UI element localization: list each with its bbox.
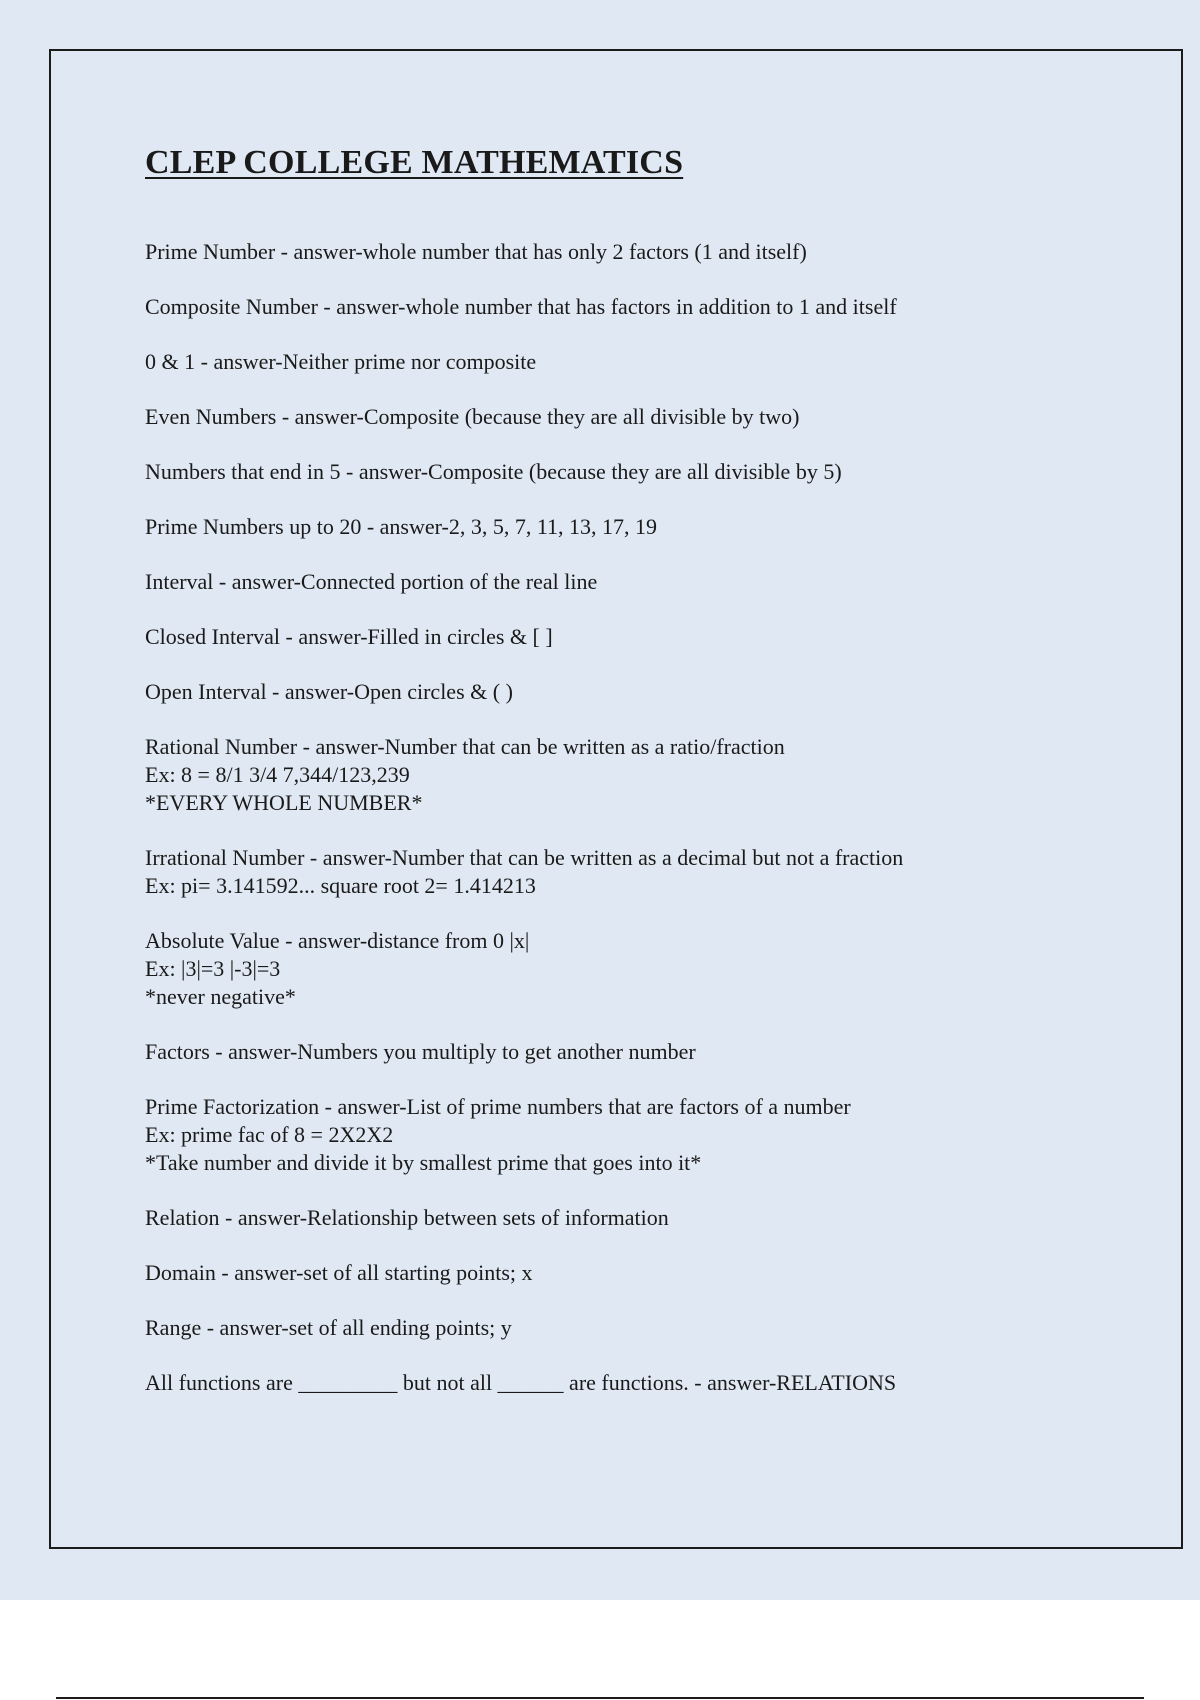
term-entry — [145, 513, 1105, 541]
term-definition: Domain - answer-set of all starting points; x — [145, 1259, 533, 1285]
document-body — [145, 143, 1105, 1424]
term-note: Ex: 8 = 8/1 3/4 7,344/123,239 — [145, 761, 410, 787]
term-entry — [145, 348, 1105, 376]
term-entry — [145, 1093, 1105, 1177]
term-note: *Take number and divide it by smallest prime that goes into it* — [145, 1149, 702, 1175]
term-entry — [145, 568, 1105, 596]
term-definition: Rational Number - answer-Number that can be written as a ratio/fraction — [145, 733, 785, 759]
term-definition: Prime Number - answer-whole number that has only 2 factors (1 and itself) — [145, 238, 807, 264]
term-definition: Numbers that end in 5 - answer-Composite (because they are all divisible by 5) — [145, 458, 842, 484]
term-entry — [145, 238, 1105, 266]
term-definition: Composite Number - answer-whole number that has factors in addition to 1 and itself — [145, 293, 897, 319]
term-definition: Prime Factorization - answer-List of prime numbers that are factors of a number — [145, 1093, 851, 1119]
term-definition: Even Numbers - answer-Composite (because they are all divisible by two) — [145, 403, 800, 429]
term-note: *never negative* — [145, 983, 296, 1009]
document-title: CLEP COLLEGE MATHEMATICS — [145, 144, 684, 181]
term-entry — [145, 1314, 1105, 1342]
term-entry — [145, 733, 1105, 817]
term-definition: Relation - answer-Relationship between sets of information — [145, 1204, 669, 1230]
term-entry — [145, 293, 1105, 321]
term-definition: Interval - answer-Connected portion of the real line — [145, 568, 598, 594]
term-definition: Prime Numbers up to 20 - answer-2, 3, 5, 7, 11, 13, 17, 19 — [145, 513, 658, 539]
term-entry — [145, 403, 1105, 431]
term-definition: Closed Interval - answer-Filled in circles & [ ] — [145, 623, 553, 649]
term-entry — [145, 1259, 1105, 1287]
term-note: *EVERY WHOLE NUMBER* — [145, 789, 423, 815]
term-definition: 0 & 1 - answer-Neither prime nor composite — [145, 348, 537, 374]
term-definition: Irrational Number - answer-Number that can be written as a decimal but not a fraction — [145, 844, 904, 870]
term-definition: Absolute Value - answer-distance from 0 |x| — [145, 927, 530, 953]
term-entry — [145, 1369, 1105, 1397]
term-entry — [145, 678, 1105, 706]
term-definition: All functions are _________ but not all ______ are functions. - answer-RELATIONS — [145, 1369, 897, 1395]
term-note: Ex: pi= 3.141592... square root 2= 1.414213 — [145, 872, 536, 898]
term-entry — [145, 927, 1105, 1011]
term-note: Ex: |3|=3 |-3|=3 — [145, 955, 281, 981]
term-entry — [145, 1204, 1105, 1232]
term-definition: Factors - answer-Numbers you multiply to get another number — [145, 1038, 696, 1064]
entry-list — [145, 238, 1105, 1397]
term-entry — [145, 844, 1105, 900]
term-note: Ex: prime fac of 8 = 2X2X2 — [145, 1121, 394, 1147]
footer-divider — [56, 1697, 1144, 1699]
term-definition: Range - answer-set of all ending points; y — [145, 1314, 512, 1340]
term-definition: Open Interval - answer-Open circles & ( ) — [145, 678, 513, 704]
term-entry — [145, 458, 1105, 486]
term-entry — [145, 1038, 1105, 1066]
term-entry — [145, 623, 1105, 651]
